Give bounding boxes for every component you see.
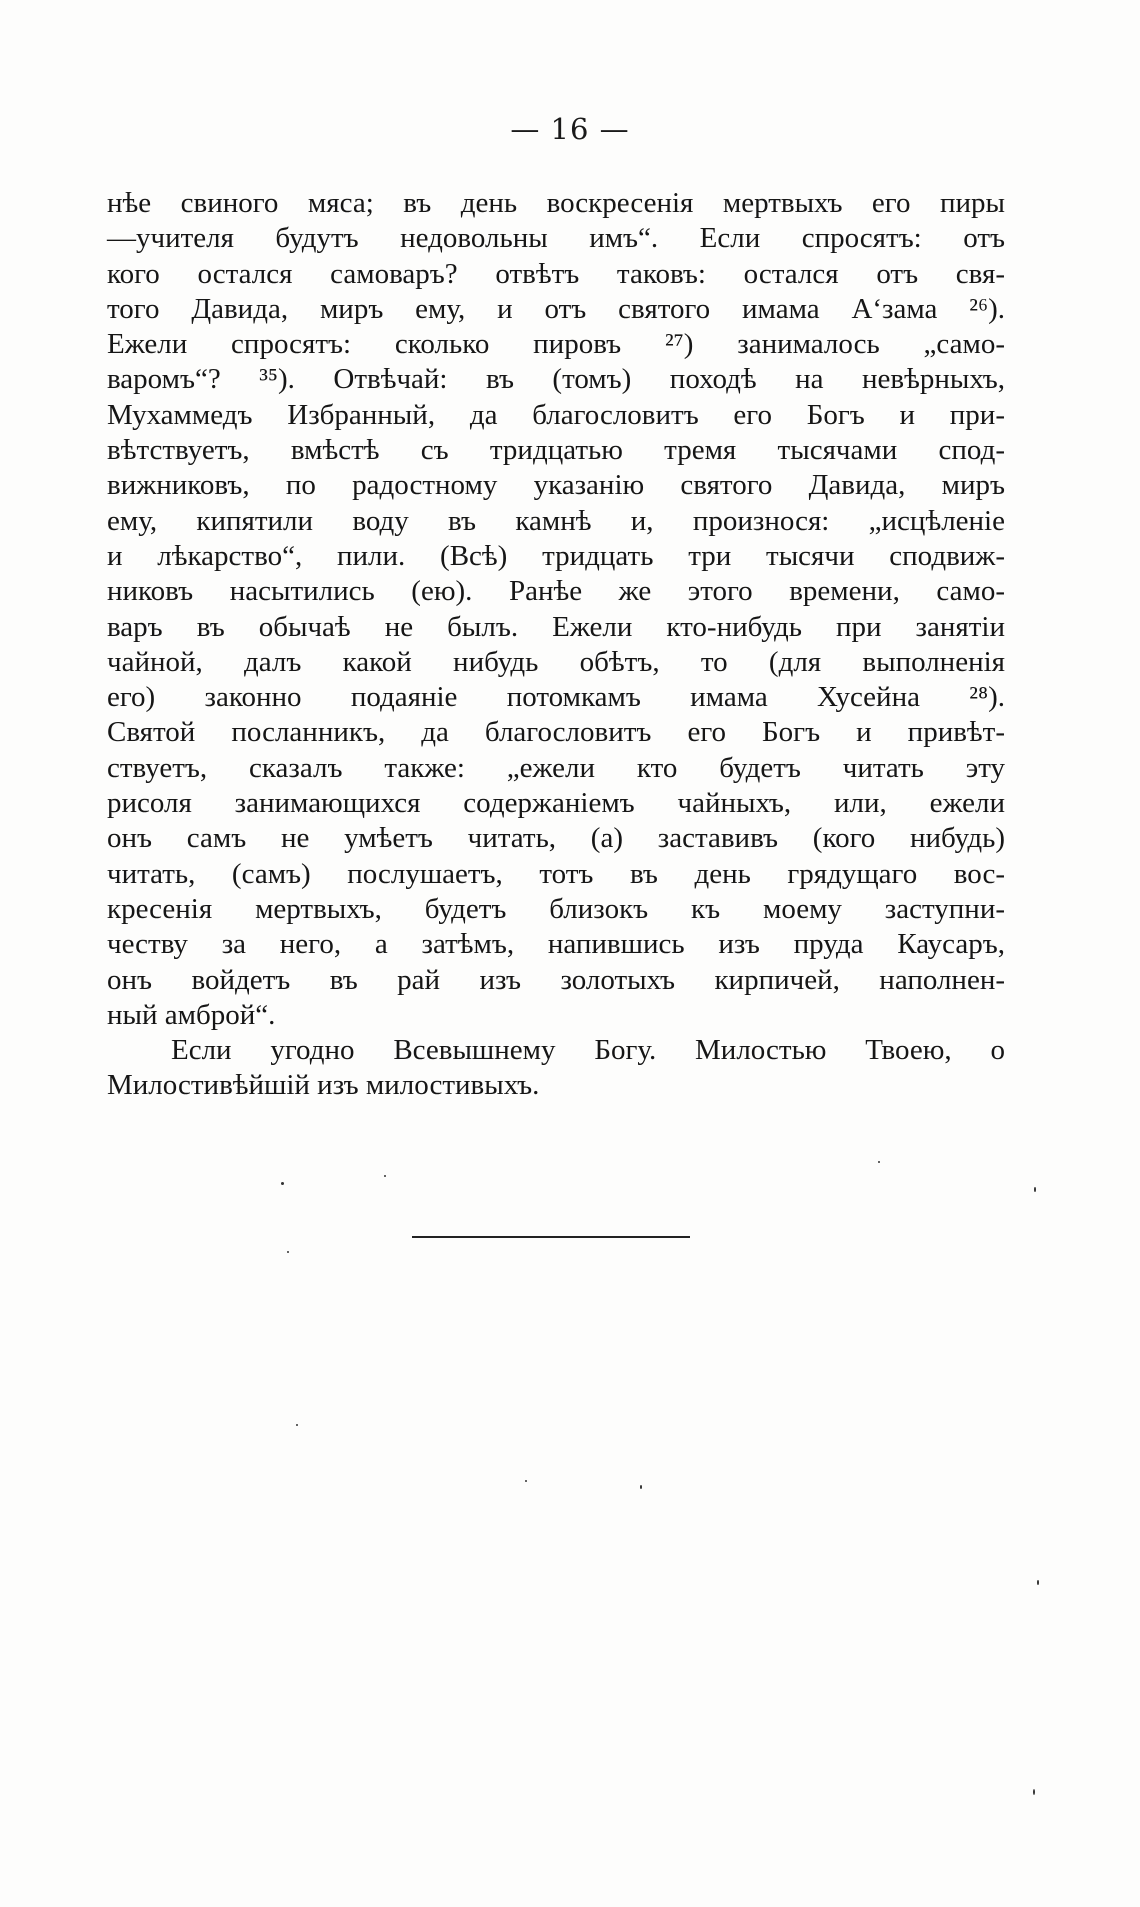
paragraph-1 [107, 186, 1005, 1033]
scan-speck [287, 1251, 289, 1253]
body-text [107, 186, 1005, 1104]
text-line: Ежели спросятъ: сколько пировъ ²⁷) занималось „само- [107, 328, 1005, 361]
text-line: онъ войдетъ въ рай изъ золотыхъ кирпичей, наполнен- [107, 963, 1005, 996]
text-line: читать, (самъ) послушаетъ, тотъ въ день грядущаго вос- [107, 857, 1005, 890]
text-line: ный амброй“. [107, 998, 276, 1031]
scan-speck [525, 1480, 527, 1482]
text-line: ему, кипятили воду въ камнѣ и, произнося: „исцѣленіе [107, 504, 1005, 537]
text-line: вѣтствуетъ, вмѣстѣ съ тридцатью тремя тысячами спод- [107, 434, 1005, 467]
text-line: его) законно подаяніе потомкамъ имама Хусейна ²⁸). [107, 681, 1005, 714]
page-number: — 16 — [510, 112, 630, 146]
text-line: вижниковъ, по радостному указанію святого Давида, миръ [107, 469, 1005, 502]
text-line: того Давида, миръ ему, и отъ святого имама А‘зама ²⁶). [107, 292, 1005, 325]
text-line: Милостивѣйшій изъ милостивыхъ. [107, 1069, 540, 1102]
scan-speck [384, 1175, 386, 1177]
text-line: варомъ“? ³⁵). Отвѣчай: въ (томъ) походѣ на невѣрныхъ, [107, 363, 1005, 396]
scan-speck [281, 1182, 284, 1185]
text-line: —учителя будутъ недовольны имъ“. Если спросятъ: отъ [107, 222, 1005, 255]
text-line: нѣе свиного мяса; въ день воскресенія мертвыхъ его пиры [107, 187, 1005, 219]
scan-speck [296, 1424, 298, 1426]
scan-speck [1037, 1580, 1039, 1585]
text-line: и лѣкарство“, пили. (Всѣ) тридцать три тысячи сподвиж- [107, 539, 1005, 572]
scan-speck [1034, 1187, 1036, 1192]
scan-speck [640, 1485, 642, 1489]
text-line: кого остался самоваръ? отвѣтъ таковъ: остался отъ свя- [107, 257, 1005, 290]
text-line: никовъ насытились (ею). Ранѣе же этого времени, само- [107, 575, 1005, 608]
section-divider-rule [412, 1236, 690, 1238]
text-line: онъ самъ не умѣетъ читать, (а) заставивъ (кого нибудь) [107, 822, 1005, 855]
scan-speck [878, 1161, 880, 1163]
text-line: Мухаммедъ Избранный, да благословитъ его Богъ и при- [107, 398, 1005, 431]
text-line: честву за него, а затѣмъ, напившись изъ пруда Каусаръ, [107, 928, 1005, 961]
text-line: Если угодно Всевышнему Богу. Милостью Твоею, о [171, 1034, 1005, 1067]
text-line: рисоля занимающихся содержаніемъ чайныхъ, или, ежели [107, 787, 1005, 820]
scan-speck [1033, 1789, 1035, 1795]
text-line: чайной, далъ какой нибудь обѣтъ, то (для выполненія [107, 645, 1005, 678]
text-line: варъ въ обычаѣ не былъ. Ежели кто-нибудь при занятіи [107, 610, 1005, 643]
paragraph-2 [107, 1033, 1005, 1104]
text-line: кресенія мертвыхъ, будетъ близокъ къ моему заступни- [107, 892, 1005, 925]
text-line: ствуетъ, сказалъ также: „ежели кто будетъ читать эту [107, 751, 1005, 784]
text-line: Святой посланникъ, да благословитъ его Богъ и привѣт- [107, 716, 1005, 749]
